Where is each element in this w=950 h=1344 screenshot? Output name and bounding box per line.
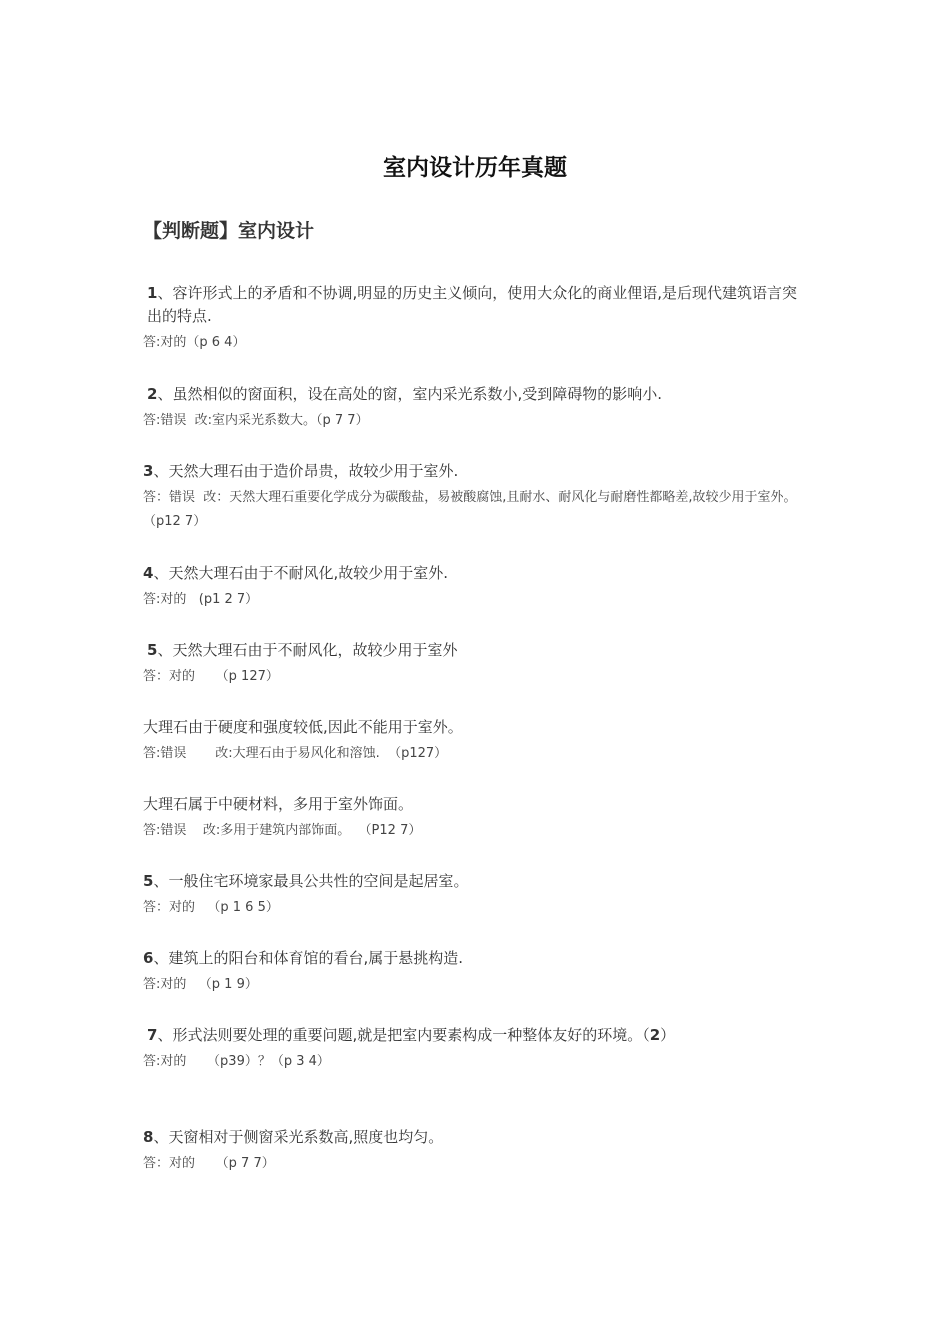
question-number: 4: [143, 564, 154, 582]
question-text: [143, 716, 803, 739]
answer-text: 答:错误 改:大理石由于易风化和溶蚀. （p127）: [143, 746, 448, 761]
question-item: [143, 282, 803, 355]
question-body: 、天窗相对于侧窗采光系数高,照度也均匀。: [153, 1128, 444, 1146]
question-body: 、天然大理石由于不耐风化，故较少用于室外: [157, 641, 458, 659]
question-text: [143, 870, 803, 893]
question-number: 3: [143, 462, 154, 480]
section-heading: 【判断题】室内设计: [143, 220, 315, 242]
question-item: [143, 947, 803, 997]
question-body: 大理石由于硬度和强度较低,因此不能用于室外。: [143, 718, 463, 736]
question-text: [143, 562, 803, 585]
question-item: [143, 460, 803, 534]
question-item: [143, 870, 803, 920]
question-body: 、形式法则要处理的重要问题,就是把室内要素构成一种整体友好的环境。（: [157, 1026, 650, 1044]
document-title: 室内设计历年真题: [383, 155, 567, 181]
question-body: 、容许形式上的矛盾和不协调,明显的历史主义倾向，使用大众化的商业俚语,是后现代建筑语言突出的特点.: [147, 284, 797, 325]
answer-text: 答:错误 改:多用于建筑内部饰面。 （P12 7）: [143, 823, 422, 838]
question-body: 大理石属于中硬材料，多用于室外饰面。: [143, 795, 414, 813]
question-number: 5: [143, 872, 154, 890]
question-body: 、虽然相似的窗面积，设在高处的窗，室内采光系数小,受到障碍物的影响小.: [157, 385, 662, 403]
answer-text: 答：对的 （p 127）: [143, 669, 279, 684]
question-text: [143, 793, 803, 816]
answer-text: 答：对的 （p 1 6 5）: [143, 900, 279, 915]
question-item: [143, 793, 803, 843]
answer-text: 答:对的 （p 1 9）: [143, 977, 258, 992]
question-number: 2: [147, 385, 158, 403]
question-text: [143, 1126, 803, 1149]
question-number: 1: [147, 284, 158, 302]
question-body: 、建筑上的阳台和体育馆的看台,属于悬挑构造.: [153, 949, 463, 967]
question-text: [143, 1024, 803, 1047]
question-item: [143, 562, 803, 612]
question-item: [143, 716, 803, 766]
question-item: [143, 383, 803, 433]
question-number: 5: [147, 641, 158, 659]
question-body: 、一般住宅环境家最具公共性的空间是起居室。: [153, 872, 469, 890]
answer-text: 答：对的 （p 7 7）: [143, 1156, 275, 1171]
answer-text: 答:错误 改:室内采光系数大。（p 7 7）: [143, 413, 369, 428]
question-body: 、天然大理石由于不耐风化,故较少用于室外.: [153, 564, 448, 582]
answer-text: 答:对的（p 6 4）: [143, 335, 246, 350]
question-number: 6: [143, 949, 154, 967]
question-text: [143, 639, 803, 662]
answer-text: 答：错误 改：天然大理石重要化学成分为碳酸盐，易被酸腐蚀,且耐水、耐风化与耐磨性都略差,故较少用于室外。 （p12 7）: [143, 490, 805, 529]
question-item: [143, 1126, 803, 1176]
question-number: 7: [147, 1026, 158, 1044]
question-body: 、天然大理石由于造价昂贵，故较少用于室外.: [153, 462, 459, 480]
question-text: [143, 383, 803, 406]
answer-text: 答:对的 (p1 2 7）: [143, 592, 259, 607]
question-score: 2: [649, 1026, 661, 1044]
question-number: 8: [143, 1128, 154, 1146]
question-text: [143, 460, 803, 483]
question-text: [143, 282, 803, 328]
question-score-close: ）: [660, 1026, 676, 1044]
question-item: [143, 639, 803, 689]
question-item: [143, 1024, 803, 1074]
question-text: [143, 947, 803, 970]
answer-text: 答:对的 （p39）？（p 3 4）: [143, 1054, 330, 1069]
